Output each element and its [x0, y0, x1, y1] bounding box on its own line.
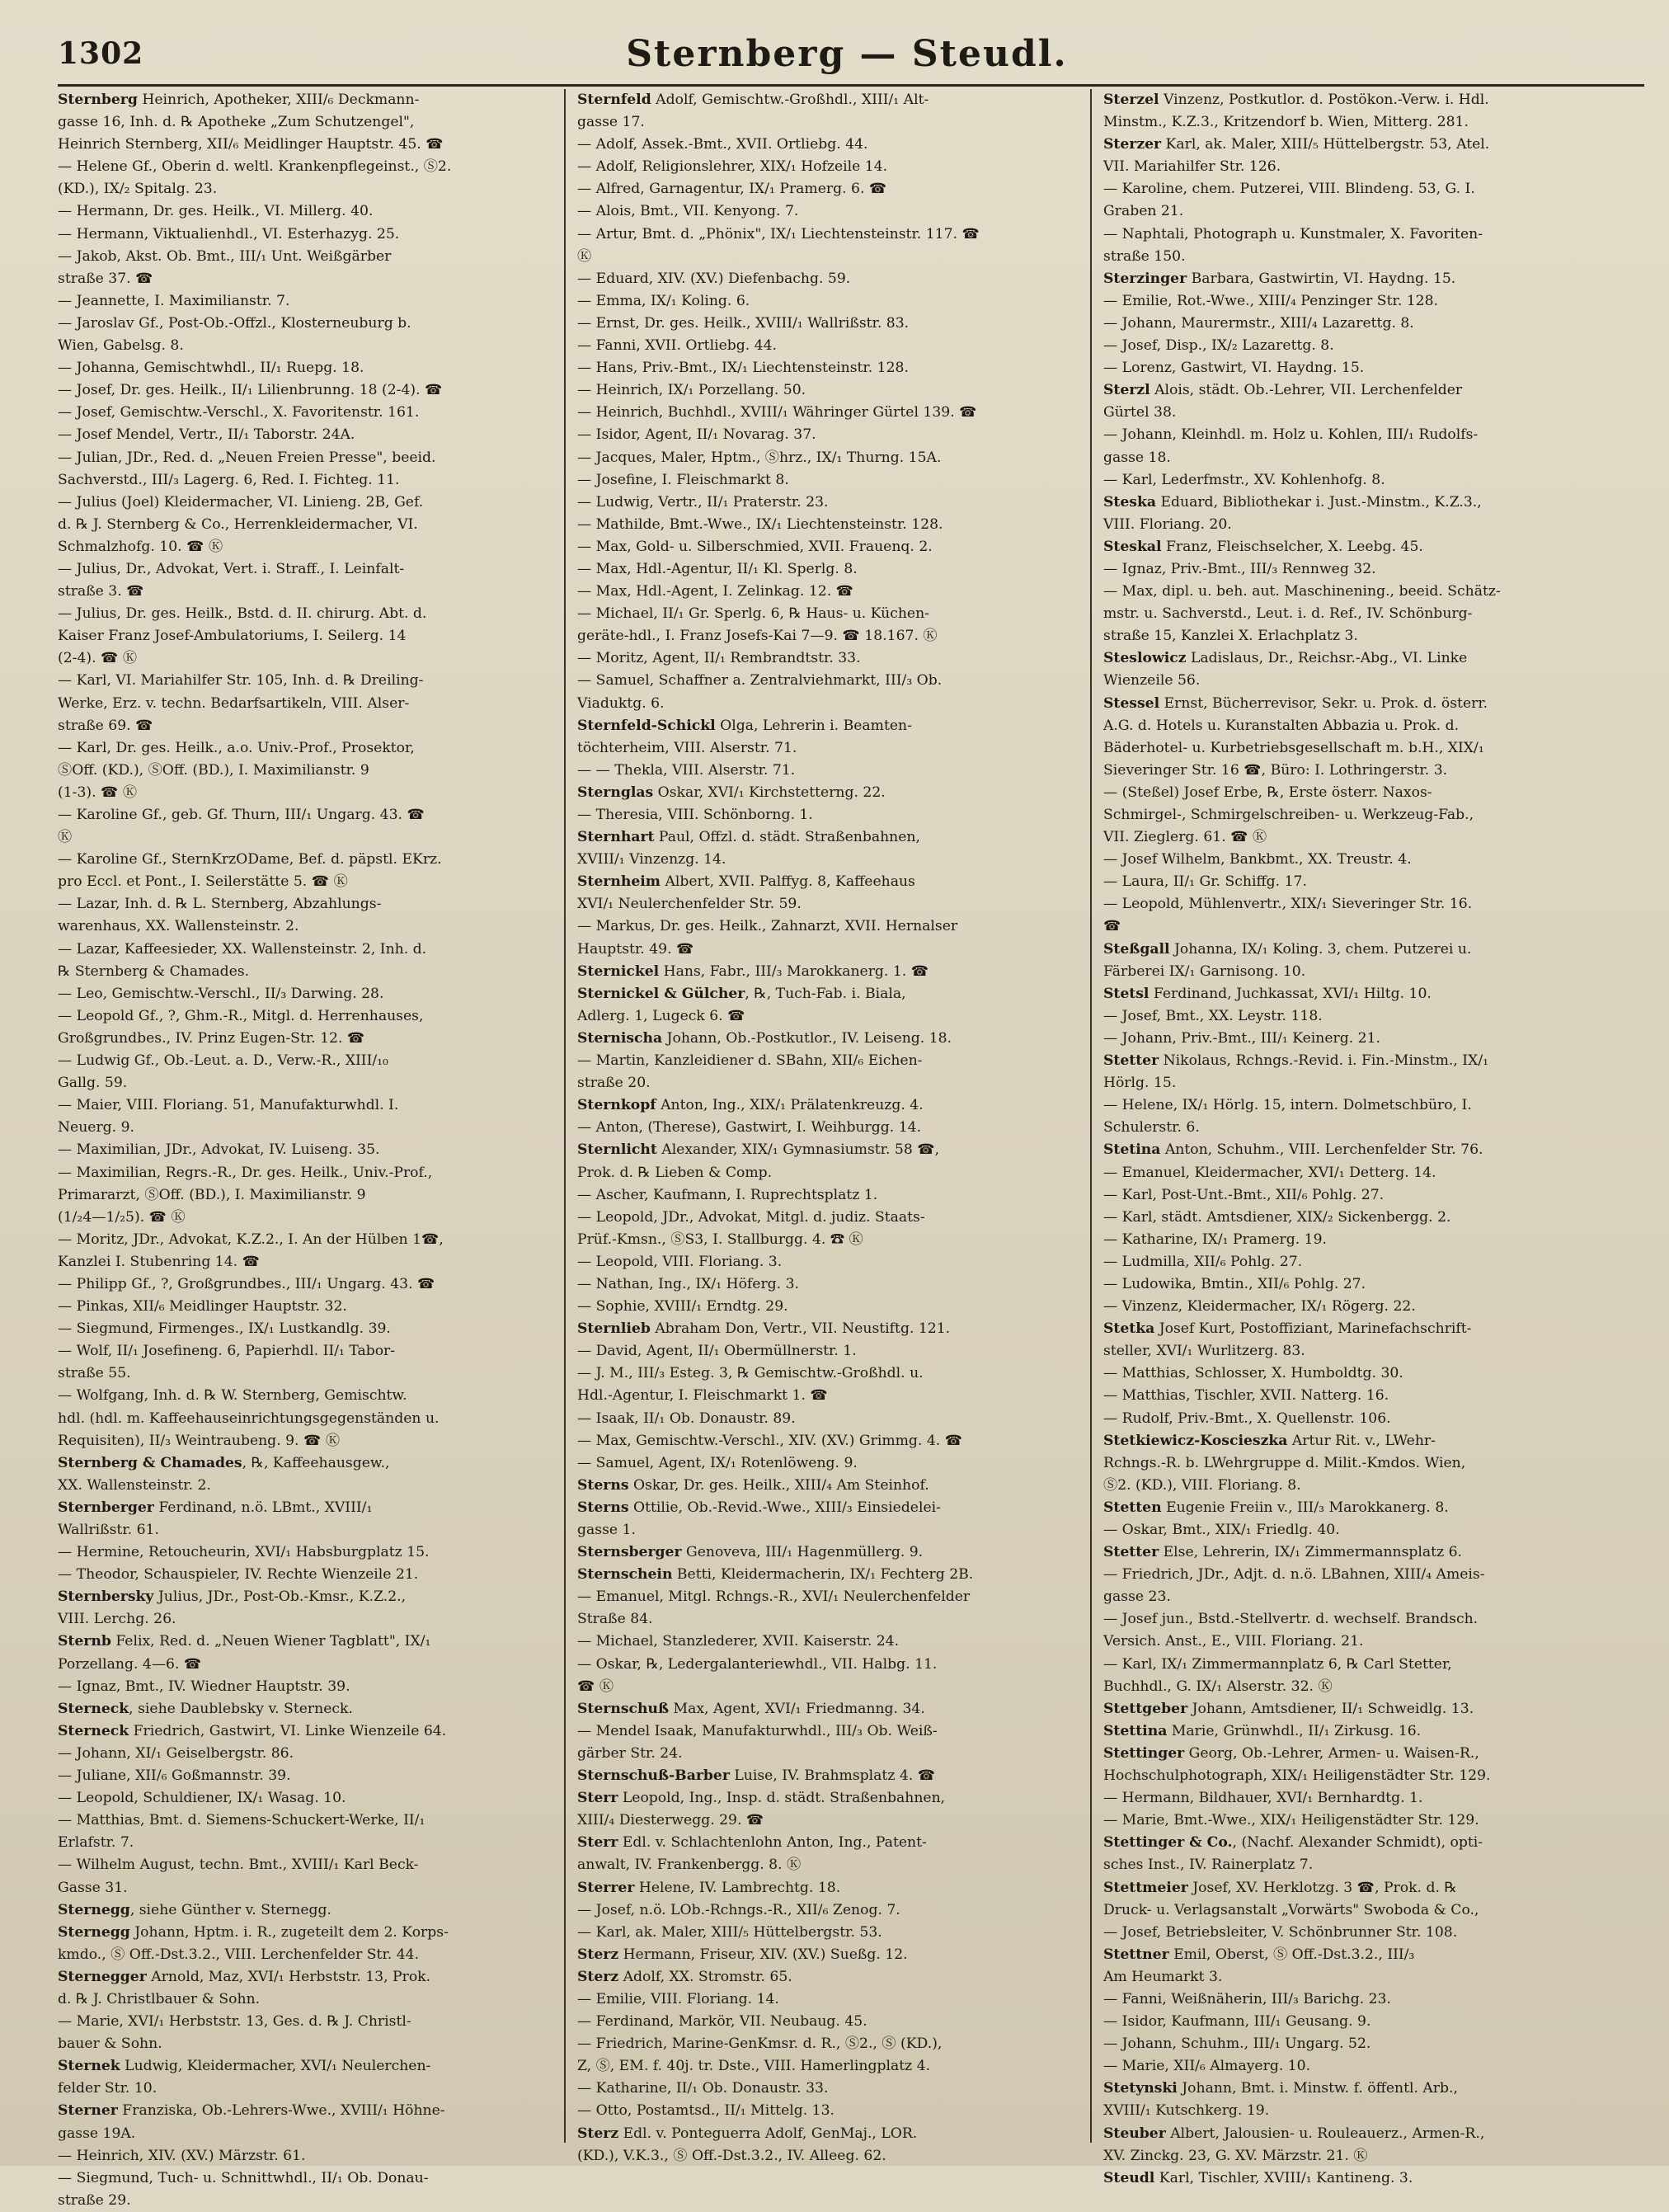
directory-line: — Karl, städt. Amtsdiener, XIX/₂ Sickenbergg. 2. — [1103, 1208, 1451, 1226]
directory-line: XVIII/₁ Kutschkerg. 19. — [1103, 2102, 1270, 2120]
directory-line: — Nathan, Ing., IX/₁ Höferg. 3. — [577, 1275, 799, 1292]
directory-line: XX. Wallensteinstr. 2. — [58, 1476, 211, 1494]
directory-line: — Karoline Gf., SternKrzODame, Bef. d. päpstl. EKrz. — [58, 851, 442, 868]
directory-line: Heinrich Sternberg, XII/₆ Meidlinger Hauptstr. 45. ☎ — [58, 136, 444, 153]
directory-line: felder Str. 10. — [58, 2080, 157, 2097]
directory-line: Sternkopf Anton, Ing., XIX/₁ Prälatenkreuzg. 4. — [577, 1097, 924, 1114]
directory-line: — Emilie, VIII. Floriang. 14. — [577, 1990, 779, 2007]
directory-line: — Vinzenz, Kleidermacher, IX/₁ Rögerg. 22. — [1103, 1298, 1416, 1315]
directory-line: — Lorenz, Gastwirt, VI. Haydng. 15. — [1103, 360, 1365, 377]
directory-line: XVI/₁ Neulerchenfelder Str. 59. — [577, 896, 802, 913]
directory-line: — Julius (Joel) Kleidermacher, VI. Linieng. 2B, Gef. — [58, 493, 424, 511]
directory-line: Sternhart Paul, Offzl. d. städt. Straßenbahnen, — [577, 829, 920, 846]
directory-line: straße 20. — [577, 1075, 651, 1092]
directory-line: — Jacques, Maler, Hptm., Ⓢhrz., IX/₁ Thurng. 15A. — [577, 449, 942, 466]
directory-line: — Marie, Bmt.-Wwe., XIX/₁ Heiligenstädter Str. 129. — [1103, 1812, 1479, 1829]
directory-line: Hauptstr. 49. ☎ — [577, 940, 694, 958]
directory-line: — Marie, XII/₆ Almayerg. 10. — [1103, 2058, 1311, 2075]
directory-line: Stetka Josef Kurt, Postoffiziant, Marinefachschrift- — [1103, 1320, 1472, 1338]
directory-line: Primararzt, ⓈOff. (BD.), I. Maximilianstr. 9 — [58, 1186, 366, 1203]
directory-line: Steudl Karl, Tischler, XVIII/₁ Kantineng. 3. — [1103, 2169, 1413, 2186]
directory-line: Sternischa Johann, Ob.-Postkutlor., IV. Leiseng. 18. — [577, 1029, 952, 1047]
directory-line: — Siegmund, Firmenges., IX/₁ Lustkandlg. 39. — [58, 1320, 391, 1338]
directory-line: — Hermine, Retoucheurin, XVI/₁ Habsburgplatz 15. — [58, 1544, 430, 1561]
column-divider — [1090, 89, 1092, 2143]
directory-line: Wien, Gabelsg. 8. — [58, 337, 184, 355]
directory-line: (1/₂4—1/₂5). ☎ Ⓚ — [58, 1208, 186, 1226]
directory-line: Prok. d. ℞ Lieben & Comp. — [577, 1164, 773, 1181]
directory-line: Stetina Anton, Schuhm., VIII. Lerchenfelder Str. 76. — [1103, 1141, 1483, 1159]
directory-line: — Wolf, II/₁ Josefineng. 6, Papierhdl. II/₁ Tabor- — [58, 1343, 396, 1360]
directory-line: — Maximilian, JDr., Advokat, IV. Luiseng. 35. — [58, 1141, 380, 1159]
directory-line: Stetkiewicz-Koscieszka Artur Rit. v., LWehr- — [1103, 1432, 1436, 1449]
directory-line: — Lazar, Inh. d. ℞ L. Sternberg, Abzahlungs- — [58, 896, 382, 913]
directory-line: VII. Mariahilfer Str. 126. — [1103, 158, 1281, 176]
directory-line: — Jeannette, I. Maximilianstr. 7. — [58, 292, 290, 309]
directory-line: Sternb Felix, Red. d. „Neuen Wiener Tagblatt", IX/₁ — [58, 1633, 431, 1650]
directory-line: — Juliane, XII/₆ Goßmannstr. 39. — [58, 1767, 291, 1785]
directory-line: VIII. Lerchg. 26. — [58, 1611, 176, 1628]
directory-line: — Johanna, Gemischtwhdl., II/₁ Ruepg. 18. — [58, 360, 364, 377]
directory-line: — Oskar, Bmt., XIX/₁ Friedlg. 40. — [1103, 1522, 1340, 1538]
directory-line: Sterneck Friedrich, Gastwirt, VI. Linke Wienzeile 64. — [58, 1722, 447, 1739]
directory-line: — Emanuel, Mitgl. Rchngs.-R., XVI/₁ Neulerchenfelder — [577, 1588, 971, 1606]
directory-line: — Philipp Gf., ?, Großgrundbes., III/₁ Ungarg. 43. ☎ — [58, 1275, 435, 1292]
directory-line: geräte-hdl., I. Franz Josefs-Kai 7—9. ☎ 18.167. Ⓚ — [577, 628, 938, 645]
directory-line: — Hermann, Dr. ges. Heilk., VI. Millerg. 40. — [58, 203, 374, 220]
directory-line: — Markus, Dr. ges. Heilk., Zahnarzt, XVII. Hernalser — [577, 918, 958, 935]
directory-line: Hochschulphotograph, XIX/₁ Heiligenstädter Str. 129. — [1103, 1767, 1491, 1785]
directory-line: Großgrundbes., IV. Prinz Eugen-Str. 12. ☎ — [58, 1029, 365, 1047]
directory-line: — Matthias, Tischler, XVII. Natterg. 16. — [1103, 1387, 1389, 1405]
directory-line: XVIII/₁ Vinzenzg. 14. — [577, 851, 726, 868]
directory-line: — Josef Mendel, Vertr., II/₁ Taborstr. 24A. — [58, 426, 355, 444]
directory-line: — Jaroslav Gf., Post-Ob.-Offzl., Klosterneuburg b. — [58, 314, 411, 332]
directory-line: — Josef, Dr. ges. Heilk., II/₁ Lilienbrunng. 18 (2-4). ☎ — [58, 382, 443, 399]
directory-line: Stetter Else, Lehrerin, IX/₁ Zimmermannsplatz 6. — [1103, 1544, 1463, 1561]
directory-line: Sterns Oskar, Dr. ges. Heilk., XIII/₄ Am Steinhof. — [577, 1476, 929, 1494]
directory-line: — Ignaz, Bmt., IV. Wiedner Hauptstr. 39. — [58, 1678, 350, 1695]
directory-line: Stettinger Georg, Ob.-Lehrer, Armen- u. Waisen-R., — [1103, 1744, 1479, 1762]
directory-line: — Moritz, Agent, II/₁ Rembrandtstr. 33. — [577, 650, 861, 667]
directory-line: — Marie, XVI/₁ Herbststr. 13, Ges. d. ℞ J. Christl- — [58, 2013, 411, 2031]
directory-line: Stessel Ernst, Bücherrevisor, Sekr. u. Prok. d. österr. — [1103, 694, 1488, 712]
directory-line: sches Inst., IV. Rainerplatz 7. — [1103, 1857, 1314, 1874]
directory-line: — Friedrich, Marine-GenKmsr. d. R., Ⓢ2., Ⓢ (KD.), — [577, 2036, 943, 2053]
directory-line: — Samuel, Schaffner a. Zentralviehmarkt, III/₃ Ob. — [577, 672, 943, 689]
directory-line: — Fanni, Weißnäherin, III/₃ Barichg. 23. — [1103, 1990, 1391, 2007]
directory-line: — Michael, II/₁ Gr. Sperlg. 6, ℞ Haus- u. Küchen- — [577, 605, 929, 623]
directory-line: Z, Ⓢ, EM. f. 40j. tr. Dste., VIII. Hamerlingplatz 4. — [577, 2058, 931, 2075]
directory-line: Sternek Ludwig, Kleidermacher, XVI/₁ Neulerchen- — [58, 2058, 431, 2075]
directory-line: (KD.), V.K.3., Ⓢ Off.-Dst.3.2., IV. Alleeg. 62. — [577, 2147, 886, 2164]
directory-line: Versich. Anst., E., VIII. Floriang. 21. — [1103, 1633, 1364, 1650]
directory-line: gasse 16, Inh. d. ℞ Apotheke „Zum Schutzengel", — [58, 114, 415, 131]
directory-line: — Leopold Gf., ?, Ghm.-R., Mitgl. d. Herrenhauses, — [58, 1007, 424, 1024]
directory-line: Stettmeier Josef, XV. Herklotzg. 3 ☎, Prok. d. ℞ — [1103, 1879, 1457, 1896]
directory-line: — Karl, ak. Maler, XIII/₅ Hüttelbergstr. 53. — [577, 1923, 882, 1941]
directory-line: Sternsberger Genoveva, III/₁ Hagenmüllerg. 9. — [577, 1544, 924, 1561]
directory-line: Graben 21. — [1103, 203, 1184, 220]
directory-line: Steuber Albert, Jalousien- u. Rouleauerz., Armen-R., — [1103, 2125, 1485, 2142]
directory-line: straße 150. — [1103, 247, 1186, 265]
directory-line: straße 15, Kanzlei X. Erlachplatz 3. — [1103, 628, 1358, 645]
directory-line: Neuerg. 9. — [58, 1119, 134, 1137]
directory-line: — Hermann, Bildhauer, XVI/₁ Bernhardtg. 1. — [1103, 1790, 1423, 1807]
directory-line: gasse 1. — [577, 1522, 636, 1538]
directory-line: A.G. d. Hotels u. Kuranstalten Abbazia u. Prok. d. — [1103, 717, 1460, 734]
directory-line: — Leopold, Schuldiener, IX/₁ Wasag. 10. — [58, 1790, 346, 1807]
directory-line: Werke, Erz. v. techn. Bedarfsartikeln, VIII. Alser- — [58, 694, 410, 712]
directory-line: — Helene Gf., Oberin d. weltl. Krankenpflegeinst., Ⓢ2. — [58, 158, 452, 176]
directory-line: — Adolf, Assek.-Bmt., XVII. Ortliebg. 44. — [577, 136, 868, 153]
directory-line: — Theresia, VIII. Schönborng. 1. — [577, 807, 813, 823]
column-3 — [1103, 89, 1598, 2186]
directory-line: ☎ — [1103, 918, 1121, 935]
directory-line: — Matthias, Schlosser, X. Humboldtg. 30. — [1103, 1365, 1403, 1382]
directory-line: — Ascher, Kaufmann, I. Ruprechtsplatz 1. — [577, 1186, 878, 1203]
directory-line: Sternlieb Abraham Don, Vertr., VII. Neustiftg. 121. — [577, 1320, 951, 1338]
directory-line: warenhaus, XX. Wallensteinstr. 2. — [58, 918, 299, 935]
directory-line: töchterheim, VIII. Alserstr. 71. — [577, 739, 797, 756]
column-2 — [577, 89, 1080, 2164]
directory-line: Adlerg. 1, Lugeck 6. ☎ — [577, 1007, 745, 1024]
directory-line: steller, XVI/₁ Wurlitzerg. 83. — [1103, 1343, 1305, 1360]
directory-line: d. ℞ J. Christlbauer & Sohn. — [58, 1990, 261, 2007]
directory-line: — Isidor, Kaufmann, III/₁ Geusang. 9. — [1103, 2013, 1371, 2031]
directory-line: Erlafstr. 7. — [58, 1834, 134, 1852]
directory-line: Steßgall Johanna, IX/₁ Koling. 3, chem. Putzerei u. — [1103, 940, 1472, 958]
directory-line: Sternickel & Gülcher, ℞, Tuch-Fab. i. Biala, — [577, 985, 906, 1002]
directory-line: Steskal Franz, Fleischselcher, X. Leebg. 45. — [1103, 538, 1423, 555]
directory-line: — Emanuel, Kleidermacher, XVI/₁ Detterg. 14. — [1103, 1164, 1436, 1181]
directory-line: — Ernst, Dr. ges. Heilk., XVIII/₁ Wallrißstr. 83. — [577, 314, 910, 332]
directory-line: — Michael, Stanzlederer, XVII. Kaiserstr. 24. — [577, 1633, 900, 1650]
directory-line: — Sophie, XVIII/₁ Erndtg. 29. — [577, 1298, 788, 1315]
directory-line: — Pinkas, XII/₆ Meidlinger Hauptstr. 32. — [58, 1298, 347, 1315]
directory-line: — Leopold, VIII. Floriang. 3. — [577, 1253, 783, 1270]
directory-line: Sterz Adolf, XX. Stromstr. 65. — [577, 1968, 792, 1985]
directory-line: — Emilie, Rot.-Wwe., XIII/₄ Penzinger Str. 128. — [1103, 292, 1439, 309]
directory-line: Straße 84. — [577, 1611, 653, 1628]
directory-line: (2-4). ☎ Ⓚ — [58, 650, 138, 667]
directory-line: — Heinrich, XIV. (XV.) Märzstr. 61. — [58, 2147, 306, 2164]
directory-line: Stetynski Johann, Bmt. i. Minstw. f. öffentl. Arb., — [1103, 2080, 1458, 2097]
directory-line: ☎ Ⓚ — [577, 1678, 614, 1695]
directory-line: — Martin, Kanzleidiener d. SBahn, XII/₆ Eichen- — [577, 1052, 923, 1070]
directory-line: — Hans, Priv.-Bmt., IX/₁ Liechtensteinstr. 128. — [577, 360, 909, 377]
column-divider — [564, 89, 566, 2143]
directory-line: — Max, Hdl.-Agentur, II/₁ Kl. Sperlg. 8. — [577, 560, 858, 577]
directory-line: Buchhdl., G. IX/₁ Alserstr. 32. Ⓚ — [1103, 1678, 1333, 1695]
directory-line: gasse 18. — [1103, 449, 1171, 466]
directory-line: — Ludwig, Vertr., II/₁ Praterstr. 23. — [577, 493, 829, 511]
directory-line: Steslowicz Ladislaus, Dr., Reichsr.-Abg., VI. Linke — [1103, 650, 1468, 667]
directory-line: — David, Agent, II/₁ Obermüllnerstr. 1. — [577, 1343, 857, 1360]
directory-line: — Johann, XI/₁ Geiselbergstr. 86. — [58, 1744, 294, 1762]
directory-line: Stetter Nikolaus, Rchngs.-Revid. i. Fin.-Minstm., IX/₁ — [1103, 1052, 1489, 1070]
directory-line: Stettgeber Johann, Amtsdiener, II/₁ Schweidlg. 13. — [1103, 1700, 1474, 1717]
directory-line: Schmalzhofg. 10. ☎ Ⓚ — [58, 538, 223, 555]
directory-line: Sternberg & Chamades, ℞, Kaffeehausgew., — [58, 1454, 390, 1471]
directory-line: — Alois, Bmt., VII. Kenyong. 7. — [577, 203, 799, 220]
directory-line: XV. Zinckg. 23, G. XV. Märzstr. 21. Ⓚ — [1103, 2147, 1368, 2164]
directory-line: — Josef, Betriebsleiter, V. Schönbrunner Str. 108. — [1103, 1923, 1458, 1941]
directory-line: gasse 23. — [1103, 1588, 1171, 1606]
column-1 — [58, 89, 552, 2209]
directory-line: — Josef, Bmt., XX. Leystr. 118. — [1103, 1007, 1323, 1024]
page-title: Sternberg — Steudl. — [626, 33, 1068, 75]
directory-line: Sternfeld-Schickl Olga, Lehrerin i. Beamten- — [577, 717, 912, 734]
directory-line: — Leopold, Mühlenvertr., XIX/₁ Sieveringer Str. 16. — [1103, 896, 1473, 913]
directory-line: Sieveringer Str. 16 ☎, Büro: I. Lothringerstr. 3. — [1103, 761, 1448, 779]
directory-line: Sterr Leopold, Ing., Insp. d. städt. Straßenbahnen, — [577, 1790, 946, 1807]
directory-line: — Laura, II/₁ Gr. Schiffg. 17. — [1103, 873, 1307, 891]
directory-line: — Wilhelm August, techn. Bmt., XVIII/₁ Karl Beck- — [58, 1857, 419, 1874]
directory-line: — Katharine, IX/₁ Pramerg. 19. — [1103, 1231, 1327, 1248]
directory-line: — Josef, n.ö. LOb.-Rchngs.-R., XII/₆ Zenog. 7. — [577, 1901, 900, 1918]
directory-line: Steska Eduard, Bibliothekar i. Just.-Minstm., K.Z.3., — [1103, 493, 1482, 511]
directory-line: — Lazar, Kaffeesieder, XX. Wallensteinstr. 2, Inh. d. — [58, 940, 427, 958]
directory-line: Sterrer Helene, IV. Lambrechtg. 18. — [577, 1879, 841, 1896]
directory-line: — Otto, Postamtsd., II/₁ Mittelg. 13. — [577, 2102, 835, 2120]
directory-line: Sternlicht Alexander, XIX/₁ Gymnasiumstr. 58 ☎, — [577, 1141, 940, 1159]
directory-line: — Matthias, Bmt. d. Siemens-Schuckert-Werke, II/₁ — [58, 1812, 425, 1829]
directory-line: — Rudolf, Priv.-Bmt., X. Quellenstr. 106. — [1103, 1410, 1391, 1427]
directory-line: — Heinrich, IX/₁ Porzellang. 50. — [577, 382, 806, 399]
directory-line: — Josef, Disp., IX/₂ Lazarettg. 8. — [1103, 337, 1334, 355]
directory-line: straße 3. ☎ — [58, 583, 144, 600]
directory-line: — Julius, Dr., Advokat, Vert. i. Straff., I. Leinfalt- — [58, 560, 405, 577]
directory-line: Druck- u. Verlagsanstalt „Vorwärts" Swoboda & Co., — [1103, 1901, 1479, 1918]
directory-line: Sternglas Oskar, XVI/₁ Kirchstetterng. 22. — [577, 784, 886, 801]
directory-line: Sterz Hermann, Friseur, XIV. (XV.) Sueßg. 12. — [577, 1946, 908, 1963]
directory-line: Gasse 31. — [58, 1879, 128, 1896]
directory-line: — Mendel Isaak, Manufakturwhdl., III/₃ Ob. Weiß- — [577, 1722, 938, 1739]
directory-line: Ⓢ2. (KD.), VIII. Floriang. 8. — [1103, 1476, 1301, 1494]
directory-line: — Alfred, Garnagentur, IX/₁ Pramerg. 6. ☎ — [577, 181, 887, 198]
directory-line: — Anton, (Therese), Gastwirt, I. Weihburgg. 14. — [577, 1119, 922, 1137]
directory-line: — Ludmilla, XII/₆ Pohlg. 27. — [1103, 1253, 1303, 1270]
directory-line: Minstm., K.Z.3., Kritzendorf b. Wien, Mitterg. 281. — [1103, 114, 1469, 131]
directory-line: — Karl, Post-Unt.-Bmt., XII/₆ Pohlg. 27. — [1103, 1186, 1385, 1203]
directory-line: — Johann, Schuhm., III/₁ Ungarg. 52. — [1103, 2036, 1371, 2053]
directory-line: XIII/₄ Diesterwegg. 29. ☎ — [577, 1812, 764, 1829]
directory-line: (1-3). ☎ Ⓚ — [58, 784, 138, 801]
directory-line: ℞ Sternberg & Chamades. — [58, 962, 250, 980]
directory-line: Sterzl Alois, städt. Ob.-Lehrer, VII. Lerchenfelder — [1103, 382, 1463, 399]
directory-line: Porzellang. 4—6. ☎ — [58, 1655, 202, 1673]
directory-line: — Theodor, Schauspieler, IV. Rechte Wienzeile 21. — [58, 1566, 419, 1584]
header-rule — [58, 84, 1644, 87]
directory-line: — Heinrich, Buchhdl., XVIII/₁ Währinger Gürtel 139. ☎ — [577, 404, 977, 421]
directory-line: — Maximilian, Regrs.-R., Dr. ges. Heilk., Univ.-Prof., — [58, 1164, 433, 1181]
directory-line: Sterns Ottilie, Ob.-Revid.-Wwe., XIII/₃ Einsiedelei- — [577, 1499, 941, 1516]
directory-line: Sterzel Vinzenz, Postkutlor. d. Postökon.-Verw. i. Hdl. — [1103, 92, 1489, 108]
directory-line: (KD.), IX/₂ Spitalg. 23. — [58, 181, 218, 198]
directory-line: Wallrißstr. 61. — [58, 1522, 159, 1538]
directory-line: — Wolfgang, Inh. d. ℞ W. Sternberg, Gemischtw. — [58, 1387, 407, 1405]
directory-line: — Maier, VIII. Floriang. 51, Manufakturwhdl. I. — [58, 1097, 399, 1114]
directory-line: — Julius, Dr. ges. Heilk., Bstd. d. II. chirurg. Abt. d. — [58, 605, 427, 623]
directory-line: straße 55. — [58, 1365, 131, 1382]
directory-line: — Josefine, I. Fleischmarkt 8. — [577, 471, 789, 488]
directory-line: Gallg. 59. — [58, 1075, 128, 1092]
directory-line: — Siegmund, Tuch- u. Schnittwhdl., II/₁ Ob. Donau- — [58, 2169, 429, 2186]
directory-line: Sternschuß-Barber Luise, IV. Brahmsplatz 4. ☎ — [577, 1767, 936, 1785]
directory-line: Sternegg Johann, Hptm. i. R., zugeteilt dem 2. Korps- — [58, 1923, 449, 1941]
directory-line: Sternschuß Max, Agent, XVI/₁ Friedmanng. 34. — [577, 1700, 925, 1717]
directory-line: — Josef Wilhelm, Bankbmt., XX. Treustr. 4. — [1103, 851, 1412, 868]
directory-line: Hörlg. 15. — [1103, 1075, 1177, 1092]
directory-line: — Karoline, chem. Putzerei, VIII. Blindeng. 53, G. I. — [1103, 181, 1475, 198]
directory-line: — Leopold, JDr., Advokat, Mitgl. d. judiz. Staats- — [577, 1208, 925, 1226]
directory-line: — Karoline Gf., geb. Gf. Thurn, III/₁ Ungarg. 43. ☎ — [58, 807, 425, 823]
directory-line: straße 29. — [58, 2191, 131, 2209]
directory-line: Ⓚ — [577, 247, 592, 265]
directory-line: d. ℞ J. Sternberg & Co., Herrenkleidermacher, VI. — [58, 515, 418, 533]
directory-line: — Fanni, XVII. Ortliebg. 44. — [577, 337, 778, 355]
directory-line: Stetten Eugenie Freiin v., III/₃ Marokkanerg. 8. — [1103, 1499, 1449, 1516]
directory-line: — Julian, JDr., Red. d. „Neuen Freien Presse", beeid. — [58, 449, 436, 466]
directory-line: gasse 17. — [577, 114, 645, 131]
directory-line: Sachverstd., III/₃ Lagerg. 6, Red. I. Fichteg. 11. — [58, 471, 400, 488]
page-header — [58, 33, 1636, 86]
directory-line: gasse 19A. — [58, 2125, 136, 2142]
directory-line: Hdl.-Agentur, I. Fleischmarkt 1. ☎ — [577, 1387, 828, 1405]
directory-line: Sterzer Karl, ak. Maler, XIII/₅ Hüttelbergstr. 53, Atel. — [1103, 136, 1490, 153]
directory-line: — — Thekla, VIII. Alserstr. 71. — [577, 761, 796, 779]
directory-line: straße 37. ☎ — [58, 270, 153, 287]
directory-line: Stettinger & Co., (Nachf. Alexander Schmidt), opti- — [1103, 1834, 1483, 1852]
directory-line: — J. M., III/₃ Esteg. 3, ℞ Gemischtw.-Großhdl. u. — [577, 1365, 924, 1382]
directory-line: Prüf.-Kmsn., ⓈS3, I. Stallburgg. 4. ☎ Ⓚ — [577, 1231, 863, 1248]
directory-line: Schulerstr. 6. — [1103, 1119, 1200, 1137]
directory-line: pro Eccl. et Pont., I. Seilerstätte 5. ☎ Ⓚ — [58, 873, 348, 891]
directory-line: — Karl, Lederfmstr., XV. Kohlenhofg. 8. — [1103, 471, 1385, 488]
directory-line: Sternegger Arnold, Maz, XVI/₁ Herbststr. 13, Prok. — [58, 1968, 431, 1985]
directory-line: — Adolf, Religionslehrer, XIX/₁ Hofzeile 14. — [577, 158, 888, 176]
directory-line: hdl. (hdl. m. Kaffeehauseinrichtungsgegenständen u. — [58, 1410, 440, 1427]
directory-line: — Naphtali, Photograph u. Kunstmaler, X. Favoriten- — [1103, 225, 1483, 242]
directory-line: Stettina Marie, Grünwhdl., II/₁ Zirkusg. 16. — [1103, 1722, 1422, 1739]
directory-line: bauer & Sohn. — [58, 2036, 162, 2053]
directory-line: — Eduard, XIV. (XV.) Diefenbachg. 59. — [577, 270, 851, 287]
directory-line: Sternheim Albert, XVII. Palffyg. 8, Kaffeehaus — [577, 873, 915, 891]
directory-line: Sterr Edl. v. Schlachtenlohn Anton, Ing., Patent- — [577, 1834, 927, 1852]
directory-line: VIII. Floriang. 20. — [1103, 515, 1232, 533]
directory-line: Sterner Franziska, Ob.-Lehrers-Wwe., XVIII/₁ Höhne- — [58, 2102, 445, 2120]
directory-line: — Karl, VI. Mariahilfer Str. 105, Inh. d. ℞ Dreiling- — [58, 672, 424, 689]
directory-line: — Emma, IX/₁ Koling. 6. — [577, 292, 750, 309]
directory-line: — Karl, Dr. ges. Heilk., a.o. Univ.-Prof., Prosektor, — [58, 739, 415, 756]
directory-line: — Isidor, Agent, II/₁ Novarag. 37. — [577, 426, 816, 444]
directory-line: Stettner Emil, Oberst, Ⓢ Off.-Dst.3.2., III/₃ — [1103, 1946, 1415, 1963]
directory-line: — Katharine, II/₁ Ob. Donaustr. 33. — [577, 2080, 829, 2097]
directory-line: — Hermann, Viktualienhdl., VI. Esterhazyg. 25. — [58, 225, 400, 242]
directory-line: straße 69. ☎ — [58, 717, 153, 734]
directory-line: — Ferdinand, Markör, VII. Neubaug. 45. — [577, 2013, 867, 2031]
directory-line: Viaduktg. 6. — [577, 694, 665, 712]
directory-line: kmdo., Ⓢ Off.-Dst.3.2., VIII. Lerchenfelder Str. 44. — [58, 1946, 420, 1963]
directory-line: ⓈOff. (KD.), ⓈOff. (BD.), I. Maximilianstr. 9 — [58, 761, 369, 779]
directory-line: — Samuel, Agent, IX/₁ Rotenlöweng. 9. — [577, 1454, 858, 1471]
directory-line: Requisiten), II/₃ Weintraubeng. 9. ☎ Ⓚ — [58, 1432, 341, 1449]
directory-line: Sternickel Hans, Fabr., III/₃ Marokkanerg. 1. ☎ — [577, 962, 929, 980]
directory-line: Sterneck, siehe Daublebsky v. Sterneck. — [58, 1700, 353, 1717]
directory-line: — Max, Hdl.-Agent, I. Zelinkag. 12. ☎ — [577, 583, 854, 600]
page-number: 1302 — [58, 36, 144, 71]
directory-line: — Max, Gemischtw.-Verschl., XIV. (XV.) Grimmg. 4. ☎ — [577, 1432, 963, 1449]
directory-line: — Leo, Gemischtw.-Verschl., II/₃ Darwing. 28. — [58, 985, 384, 1002]
directory-line: — Mathilde, Bmt.-Wwe., IX/₁ Liechtensteinstr. 128. — [577, 515, 943, 533]
directory-line: — Artur, Bmt. d. „Phönix", IX/₁ Liechtensteinstr. 117. ☎ — [577, 225, 980, 242]
directory-line: — Johann, Priv.-Bmt., III/₁ Keinerg. 21. — [1103, 1029, 1380, 1047]
directory-line: Schmirgel-, Schmirgelschreiben- u. Werkzeug-Fab., — [1103, 807, 1474, 823]
directory-line: Rchngs.-R. b. LWehrgruppe d. Milit.-Kmdos. Wien, — [1103, 1454, 1466, 1471]
directory-line: Sterzinger Barbara, Gastwirtin, VI. Haydng. 15. — [1103, 270, 1456, 287]
directory-line: — Ludowika, Bmtin., XII/₆ Pohlg. 27. — [1103, 1275, 1366, 1292]
directory-line: Färberei IX/₁ Garnisong. 10. — [1103, 962, 1306, 980]
directory-line: — Jakob, Akst. Ob. Bmt., III/₁ Unt. Weißgärber — [58, 247, 392, 265]
directory-line: — Karl, IX/₁ Zimmermannplatz 6, ℞ Carl Stetter, — [1103, 1655, 1452, 1673]
directory-line: — Ludwig Gf., Ob.-Leut. a. D., Verw.-R., XIII/₁₀ — [58, 1052, 388, 1070]
directory-line: — Isaak, II/₁ Ob. Donaustr. 89. — [577, 1410, 796, 1427]
directory-line: Gürtel 38. — [1103, 404, 1177, 421]
directory-line: — Ignaz, Priv.-Bmt., III/₃ Rennweg 32. — [1103, 560, 1376, 577]
directory-line: — Friedrich, JDr., Adjt. d. n.ö. LBahnen, XIII/₄ Ameis- — [1103, 1566, 1485, 1584]
directory-line: Sternegg, siehe Günther v. Sternegg. — [58, 1901, 332, 1918]
directory-line: Sternfeld Adolf, Gemischtw.-Großhdl., XIII/₁ Alt- — [577, 92, 929, 108]
directory-line: Kanzlei I. Stubenring 14. ☎ — [58, 1253, 261, 1270]
directory-line: — Moritz, JDr., Advokat, K.Z.2., I. An der Hülben 1☎, — [58, 1231, 444, 1248]
directory-line: — Oskar, ℞, Ledergalanteriewhdl., VII. Halbg. 11. — [577, 1655, 938, 1673]
directory-line: Bäderhotel- u. Kurbetriebsgesellschaft m. b.H., XIX/₁ — [1103, 739, 1484, 756]
directory-line: Wienzeile 56. — [1103, 672, 1201, 689]
directory-line: Sternschein Betti, Kleidermacherin, IX/₁ Fechterg 2B. — [577, 1566, 974, 1584]
directory-line: Stetsl Ferdinand, Juchkassat, XVI/₁ Hiltg. 10. — [1103, 985, 1432, 1002]
directory-line: Sternberger Ferdinand, n.ö. LBmt., XVIII/₁ — [58, 1499, 373, 1516]
directory-line: Am Heumarkt 3. — [1103, 1968, 1223, 1985]
directory-line: anwalt, IV. Frankenbergg. 8. Ⓚ — [577, 1857, 802, 1874]
directory-line: Ⓚ — [58, 829, 73, 846]
directory-line: — (Steßel) Josef Erbe, ℞, Erste österr. Naxos- — [1103, 784, 1432, 801]
directory-line: — Max, Gold- u. Silberschmied, XVII. Frauenq. 2. — [577, 538, 933, 555]
directory-line: — Helene, IX/₁ Hörlg. 15, intern. Dolmetschbüro, I. — [1103, 1097, 1472, 1114]
directory-line: Sternberg Heinrich, Apotheker, XIII/₆ Deckmann- — [58, 92, 420, 108]
directory-line: Sterz Edl. v. Ponteguerra Adolf, GenMaj., LOR. — [577, 2125, 918, 2142]
directory-line: Sternbersky Julius, JDr., Post-Ob.-Kmsr., K.Z.2., — [58, 1588, 407, 1606]
directory-line: VII. Zieglerg. 61. ☎ Ⓚ — [1103, 829, 1267, 846]
directory-line: — Josef jun., Bstd.-Stellvertr. d. wechself. Brandsch. — [1103, 1611, 1479, 1628]
directory-line: — Johann, Maurermstr., XIII/₄ Lazarettg. 8. — [1103, 314, 1414, 332]
directory-line: — Josef, Gemischtw.-Verschl., X. Favoritenstr. 161. — [58, 404, 420, 421]
directory-line: gärber Str. 24. — [577, 1744, 683, 1762]
directory-line: — Johann, Kleinhdl. m. Holz u. Kohlen, III/₁ Rudolfs- — [1103, 426, 1479, 444]
directory-line: mstr. u. Sachverstd., Leut. i. d. Ref., IV. Schönburg- — [1103, 605, 1473, 623]
directory-line: Kaiser Franz Josef-Ambulatoriums, I. Seilerg. 14 — [58, 628, 407, 645]
directory-line: — Max, dipl. u. beh. aut. Maschinening., beeid. Schätz- — [1103, 583, 1501, 600]
